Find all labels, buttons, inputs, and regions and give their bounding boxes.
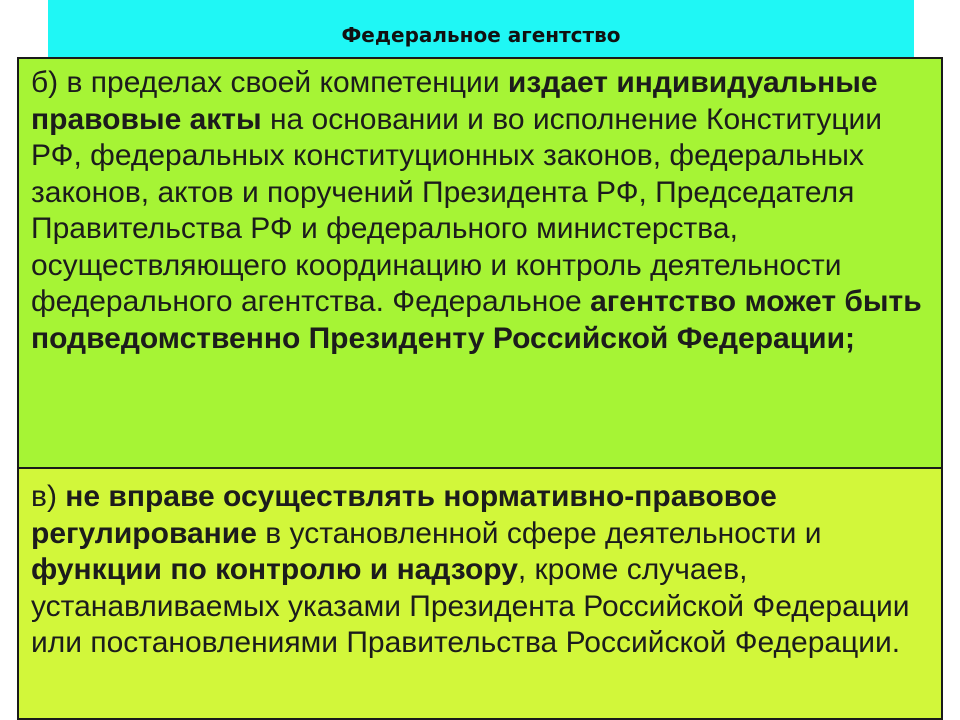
content-table — [17, 57, 943, 720]
paragraph-b — [31, 65, 931, 357]
title-bar — [48, 0, 914, 57]
text-segment: на основании и во исполнение Конституции РФ, федеральных конституционных законов, федеральных законов, актов и поручений Президента РФ, Председателя Правительства РФ и федерального министерства, осуществляющего координацию и контроль деятельности федерального агентства. Федеральное — [31, 102, 883, 318]
text-segment-bold: издает индивидуальные правовые акты — [31, 66, 878, 136]
table-row-v — [19, 467, 941, 718]
table-row-b — [19, 59, 941, 467]
text-segment: , кроме случаев, устанавливаемых указами Президента Российской Федерации или постановлениями Правительства Российской Федерации. — [31, 553, 910, 659]
paragraph-v — [31, 479, 931, 662]
text-segment: в установленной сфере деятельности и — [256, 516, 822, 550]
page-title: Федеральное агентство — [341, 23, 621, 47]
text-segment-bold: не вправе осуществлять нормативно-правовое регулирование — [31, 480, 777, 550]
text-segment: б) в пределах своей компетенции — [31, 66, 508, 99]
text-segment-bold: агентство может быть подведомственно Президенту Российской Федерации; — [31, 285, 922, 355]
text-segment-bold: функции по контролю и надзору — [31, 553, 518, 586]
text-segment: в) — [31, 480, 66, 513]
